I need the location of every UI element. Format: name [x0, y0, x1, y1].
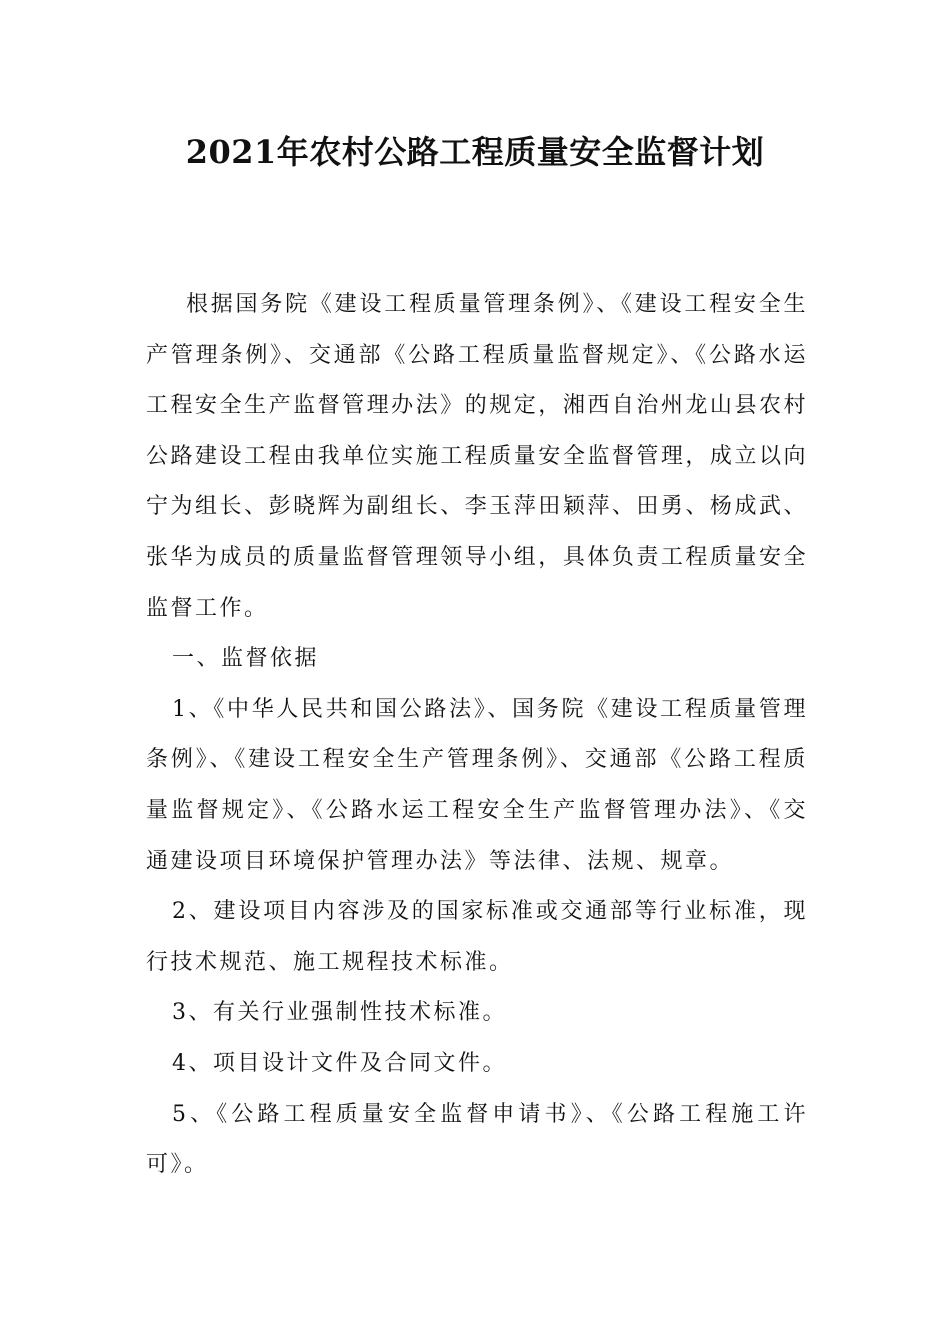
basis-item-4: 4、项目设计文件及合同文件。 [172, 1050, 507, 1076]
intro-paragraph: 根据国务院《建设工程质量管理条例》、《建设工程安全生产管理条例》、交通部《公路工程质量监督规定》、《公路水运工程安全生产监督管理办法》的规定，湘西自治州龙山县农村公路建设工程由我单位实施工程质量安全监督管理，成立以向宁为组长、彭晓辉为副组长、李玉萍田颖萍、田勇、杨成武、张华为成员的质量监督管理领导小组，具体负责工程质量安全监督工作。 [146, 292, 808, 621]
basis-item-2: 2、建设项目内容涉及的国家标准或交通部等行业标准，现行技术规范、施工规程技术标准。 [146, 899, 808, 975]
section-heading-basis: 一、监督依据 [172, 646, 320, 672]
basis-item-1: 1、《中华人民共和国公路法》、国务院《建设工程质量管理条例》、《建设工程安全生产管理条例》、交通部《公路工程质量监督规定》、《公路水运工程安全生产监督管理办法》、《交通建设项目环境保护管理办法》等法律、法规、规章。 [146, 696, 808, 874]
basis-item-3: 3、有关行业强制性技术标准。 [172, 1000, 507, 1026]
document-title: 2021年农村公路工程质量安全监督计划 [185, 133, 765, 171]
basis-item-5: 5、《公路工程质量安全监督申请书》、《公路工程施工许可》。 [146, 1101, 808, 1178]
document-body [146, 280, 808, 1191]
